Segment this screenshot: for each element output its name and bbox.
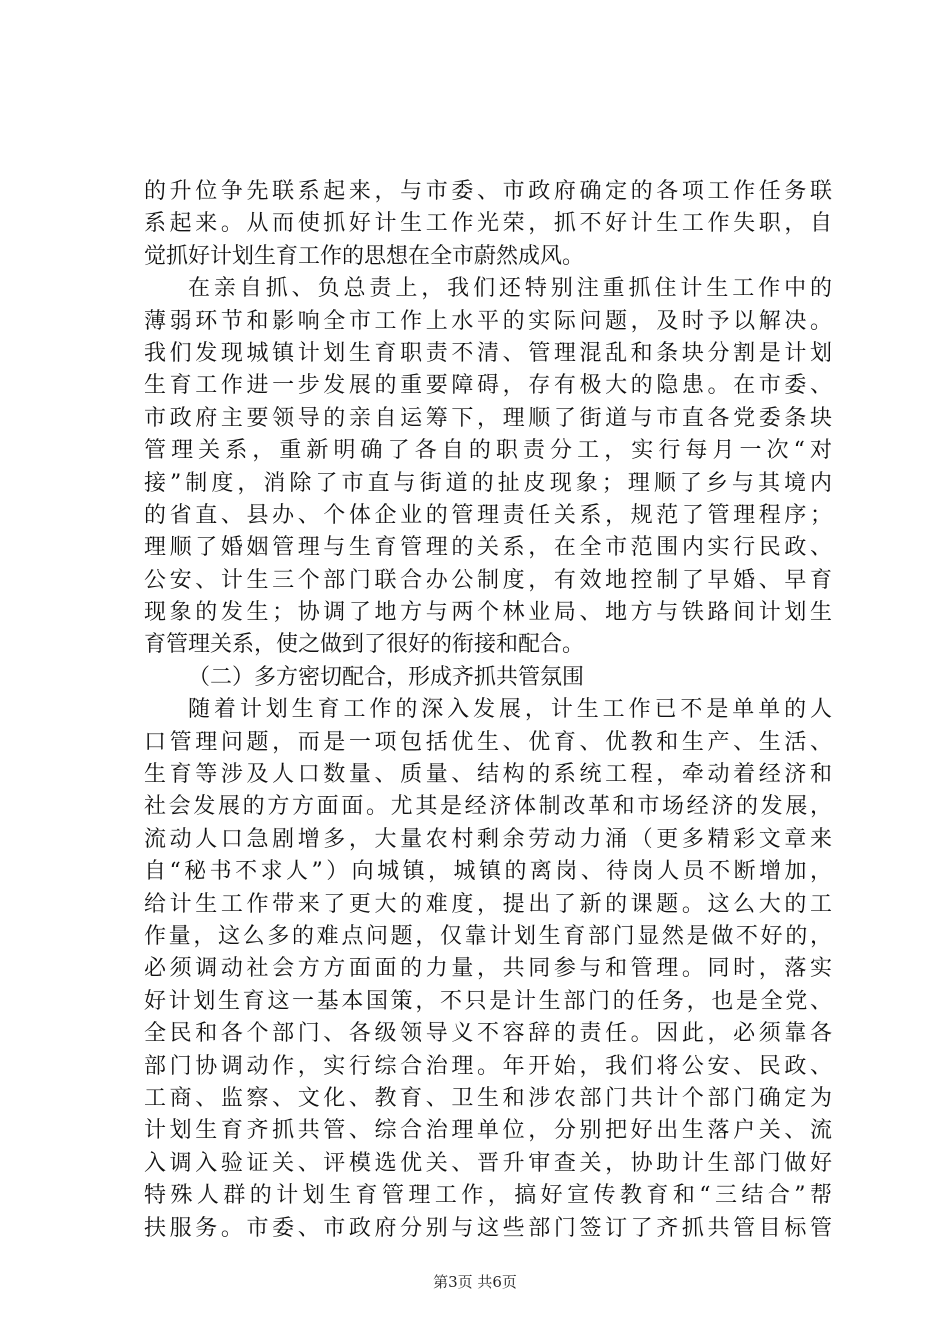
text-line: 市政府主要领导的亲自运筹下，理顺了街道与市直各党委条块 bbox=[144, 405, 832, 431]
text-line: 特殊人群的计划生育管理工作，搞好宣传教育和“三结合”帮 bbox=[144, 1183, 832, 1209]
text-line: 部门协调动作，实行综合治理。年开始，我们将公安、民政、 bbox=[144, 1053, 832, 1079]
text-line: 公安、计生三个部门联合办公制度，有效地控制了早婚、早育 bbox=[144, 567, 832, 593]
text-line: 在亲自抓、负总责上，我们还特别注重抓住计生工作中的 bbox=[188, 276, 832, 302]
text-line: 薄弱环节和影响全市工作上水平的实际问题，及时予以解决。 bbox=[144, 308, 832, 334]
text-line: 我们发现城镇计划生育职责不清、管理混乱和条块分割是计划 bbox=[144, 340, 832, 366]
text-line: 好计划生育这一基本国策，不只是计生部门的任务，也是全党、 bbox=[144, 988, 832, 1014]
text-line: 工商、监察、文化、教育、卫生和涉农部门共计个部门确定为 bbox=[144, 1085, 832, 1111]
text-line: 入调入验证关、评模选优关、晋升审查关，协助计生部门做好 bbox=[144, 1150, 832, 1176]
text-line: 社会发展的方方面面。尤其是经济体制改革和市场经济的发展， bbox=[144, 794, 832, 820]
text-line: 扶服务。市委、市政府分别与这些部门签订了齐抓共管目标管 bbox=[144, 1215, 832, 1241]
text-line: 生育等涉及人口数量、质量、结构的系统工程，牵动着经济和 bbox=[144, 762, 832, 788]
page-footer bbox=[0, 1272, 950, 1292]
text-line: 育管理关系，使之做到了很好的衔接和配合。 bbox=[144, 632, 585, 658]
document-body bbox=[144, 176, 832, 1245]
text-line: 必须调动社会方方面面的力量，共同参与和管理。同时，落实 bbox=[144, 956, 832, 982]
text-line: 系起来。从而使抓好计生工作光荣，抓不好计生工作失职，自 bbox=[144, 211, 832, 237]
text-line: 给计生工作带来了更大的难度，提出了新的课题。这么大的工 bbox=[144, 891, 832, 917]
text-line: 的升位争先联系起来，与市委、市政府确定的各项工作任务联 bbox=[144, 179, 832, 204]
page-number-label: 第3页 共6页 bbox=[433, 1273, 517, 1291]
text-line: （二）多方密切配合，形成齐抓共管氛围 bbox=[188, 664, 585, 690]
text-line: 作量，这么多的难点问题，仅靠计划生育部门显然是做不好的， bbox=[144, 923, 832, 949]
text-line: 自“秘书不求人”）向城镇，城镇的离岗、待岗人员不断增加， bbox=[144, 859, 832, 885]
text-line: 现象的发生；协调了地方与两个林业局、地方与铁路间计划生 bbox=[144, 600, 832, 626]
text-line: 口管理问题，而是一项包括优生、优育、优教和生产、生活、 bbox=[144, 729, 832, 755]
text-line: 接”制度，消除了市直与街道的扯皮现象；理顺了乡与其境内 bbox=[144, 470, 832, 496]
text-line: 觉抓好计划生育工作的思想在全市蔚然成风。 bbox=[144, 243, 585, 269]
text-line: 计划生育齐抓共管、综合治理单位，分别把好出生落户关、流 bbox=[144, 1118, 832, 1144]
text-line: 全民和各个部门、各级领导义不容辞的责任。因此，必须靠各 bbox=[144, 1021, 832, 1047]
text-line: 生育工作进一步发展的重要障碍，存有极大的隐患。在市委、 bbox=[144, 373, 832, 399]
text-line: 随着计划生育工作的深入发展，计生工作已不是单单的人 bbox=[188, 697, 832, 723]
text-line: 理顺了婚姻管理与生育管理的关系，在全市范围内实行民政、 bbox=[144, 535, 832, 561]
text-line: 的省直、县办、个体企业的管理责任关系，规范了管理程序； bbox=[144, 502, 832, 528]
text-line: 管理关系，重新明确了各自的职责分工，实行每月一次“对 bbox=[144, 438, 832, 464]
text-line: 流动人口急剧增多，大量农村剩余劳动力涌（更多精彩文章来 bbox=[144, 826, 832, 852]
